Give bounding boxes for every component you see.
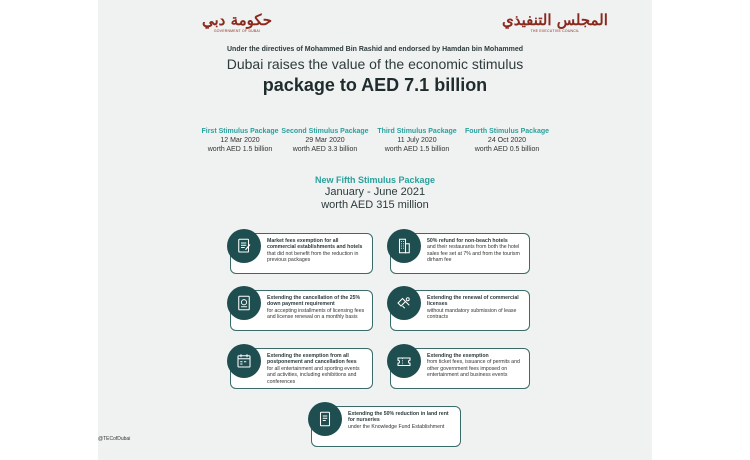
package-name: Fourth Stimulus Package (464, 128, 550, 135)
package-name: Second Stimulus Package (281, 128, 369, 135)
payment-document-icon (227, 286, 261, 320)
package-name: Third Stimulus Package (377, 128, 457, 135)
package-worth: worth AED 1.5 billion (207, 146, 273, 153)
measure-desc: for all entertainment and sporting events and activities, including exhibitions and conferences (267, 365, 360, 385)
directive-text: Under the directives of Mohammed Bin Rashid and endorsed by Hamdan bin Mohammed (227, 46, 523, 53)
measure-title: Extending the exemption (427, 353, 489, 359)
fifth-package (98, 175, 652, 212)
package-third (372, 127, 462, 154)
package-second (280, 127, 370, 154)
package-worth: worth AED 1.5 billion (384, 146, 450, 153)
fifth-package-date: January - June 2021 (324, 186, 426, 198)
measure-title: Extending the cancellation of the 25% down payment requirement (267, 295, 361, 308)
hotel-building-icon (387, 229, 421, 263)
government-of-dubai-logo (202, 12, 272, 33)
package-date: 24 Oct 2020 (487, 137, 527, 144)
logo-left-mark: حكومة دبي (202, 11, 272, 29)
fifth-package-name: New Fifth Stimulus Package (314, 175, 436, 185)
measure-title: Extending the exemption from all postponement and cancellation fees (267, 353, 357, 366)
package-date: 11 July 2020 (397, 137, 437, 144)
package-date: 12 Mar 2020 (220, 137, 260, 144)
package-fourth (462, 127, 552, 154)
measure-desc: without mandatory submission of lease contracts (427, 307, 517, 321)
twitter-handle: @TECofDubai (98, 436, 131, 442)
license-renewal-icon (387, 286, 421, 320)
measure-title: Market fees exemption for all commercial establishments and hotels (267, 238, 363, 251)
package-first (195, 127, 285, 154)
measure-desc: from ticket fees, issuance of permits and other government fees imposed on entertainment and business events (427, 359, 520, 379)
executive-council-logo (502, 12, 608, 33)
measure-desc: that did not benefit from the reduction in previous packages (267, 250, 359, 264)
package-worth: worth AED 0.5 billion (474, 146, 540, 153)
measure-title: 50% refund for non-beach hotels (427, 238, 508, 244)
measure-desc: under the Knowledge Fund Establishment (348, 423, 445, 430)
measure-desc: and their restaurants from both the hotel sales fee set at 7% and from the tourism dirham fee (427, 244, 520, 264)
package-name: First Stimulus Package (201, 128, 279, 135)
logo-right-sub: THE EXECUTIVE COUNCIL (530, 29, 580, 33)
infographic-panel (98, 0, 652, 460)
fifth-package-worth: worth AED 315 million (321, 199, 429, 211)
measure-title: Extending the 50% reduction in land rent for nurseries (348, 411, 449, 424)
headline-line-1: Dubai raises the value of the economic stimulus (226, 56, 524, 72)
ticket-icon (387, 344, 421, 378)
logo-left-sub: GOVERNMENT OF DUBAI (213, 29, 261, 33)
package-worth: worth AED 3.3 billion (292, 146, 358, 153)
headline-line-2: package to AED 7.1 billion (262, 75, 488, 95)
checklist-icon (227, 229, 261, 263)
document-icon (308, 402, 342, 436)
logo-right-mark: المجلس التنفيذي (502, 11, 608, 29)
package-date: 29 Mar 2020 (305, 137, 345, 144)
measure-title: Extending the renewal of commercial licenses (427, 295, 519, 308)
event-calendar-icon (227, 344, 261, 378)
measure-desc: for accepting installments of licensing fees and license renewal on a monthly basis (267, 307, 365, 321)
